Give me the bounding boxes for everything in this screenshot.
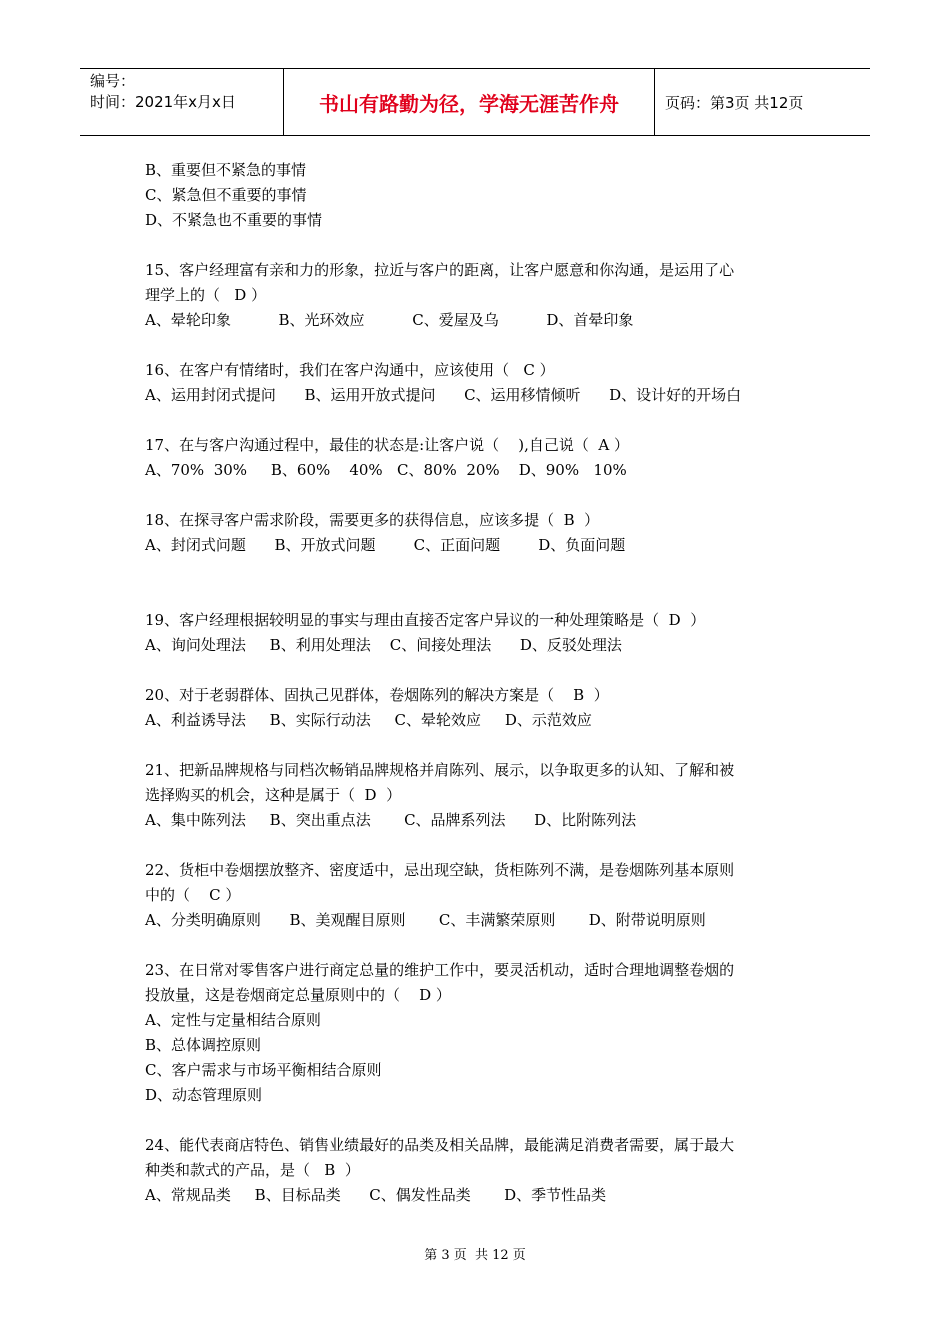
question-text: 20、对于老弱群体、固执己见群体，卷烟陈列的解决方案是（ B ） bbox=[145, 686, 609, 704]
options-line: A、集中陈列法 B、突出重点法 C、品牌系列法 D、比附陈列法 bbox=[145, 811, 637, 829]
options-line: D、动态管理原则 bbox=[145, 1086, 263, 1104]
question-text: 18、在探寻客户需求阶段，需要更多的获得信息，应该多提（ B ） bbox=[145, 511, 600, 529]
question-text: 选择购买的机会，这种是属于（ D ） bbox=[145, 786, 402, 804]
question-text: 理学上的（ D ） bbox=[145, 286, 267, 304]
header-page-info: 页码：第3页 共12页 bbox=[665, 93, 804, 112]
serial-label: 编号： bbox=[90, 72, 136, 90]
header-meta bbox=[80, 69, 283, 135]
page-header bbox=[80, 68, 870, 136]
question-text: 21、把新品牌规格与同档次畅销品牌规格并肩陈列、展示，以争取更多的认知、了解和被 bbox=[145, 761, 735, 779]
options-line: A、询问处理法 B、利用处理法 C、间接处理法 D、反驳处理法 bbox=[145, 636, 622, 654]
document-body bbox=[145, 158, 815, 1208]
question-text: 19、客户经理根据较明显的事实与理由直接否定客户异议的一种处理策略是（ D ） bbox=[145, 611, 706, 629]
question-text: 15、客户经理富有亲和力的形象，拉近与客户的距离，让客户愿意和你沟通，是运用了心 bbox=[145, 261, 735, 279]
options-line: A、晕轮印象 B、光环效应 C、爱屋及乌 D、首晕印象 bbox=[145, 311, 634, 329]
question-text: 种类和款式的产品，是（ B ） bbox=[145, 1161, 360, 1179]
text-line: B、重要但不紧急的事情 bbox=[145, 161, 307, 179]
options-line: A、封闭式问题 B、开放式问题 C、正面问题 D、负面问题 bbox=[145, 536, 626, 554]
text-line: C、紧急但不重要的事情 bbox=[145, 186, 307, 204]
question-text: 24、能代表商店特色、销售业绩最好的品类及相关品牌，最能满足消费者需要，属于最大 bbox=[145, 1136, 735, 1154]
question-text: 23、在日常对零售客户进行商定总量的维护工作中，要灵活机动，适时合理地调整卷烟的 bbox=[145, 961, 735, 979]
question-text: 投放量，这是卷烟商定总量原则中的（ D ） bbox=[145, 986, 451, 1004]
question-text: 22、货柜中卷烟摆放整齐、密度适中，忌出现空缺，货柜陈列不满，是卷烟陈列基本原则 bbox=[145, 861, 735, 879]
header-motto: 书山有路勤为径，学海无涯苦作舟 bbox=[283, 69, 655, 135]
options-line: A、利益诱导法 B、实际行动法 C、晕轮效应 D、示范效应 bbox=[145, 711, 592, 729]
options-line: A、定性与定量相结合原则 bbox=[145, 1011, 321, 1029]
time-label: 时间：2021年x月x日 bbox=[90, 93, 236, 111]
text-line: D、不紧急也不重要的事情 bbox=[145, 211, 323, 229]
question-text: 16、在客户有情绪时，我们在客户沟通中，应该使用（ C ） bbox=[145, 361, 555, 379]
options-line: A、分类明确原则 B、美观醒目原则 C、丰满繁荣原则 D、附带说明原则 bbox=[145, 911, 706, 929]
question-text: 17、在与客户沟通过程中，最佳的状态是:让客户说（ ),自己说（ A ） bbox=[145, 436, 629, 454]
options-line: C、客户需求与市场平衡相结合原则 bbox=[145, 1061, 382, 1079]
options-line: A、常规品类 B、目标品类 C、偶发性品类 D、季节性品类 bbox=[145, 1186, 607, 1204]
question-text: 中的（ C ） bbox=[145, 886, 241, 904]
options-line: B、总体调控原则 bbox=[145, 1036, 262, 1054]
page-footer: 第 3 页 共 12 页 bbox=[424, 1248, 526, 1263]
options-line: A、70% 30% B、60% 40% C、80% 20% D、90% 10% bbox=[145, 461, 627, 479]
options-line: A、运用封闭式提问 B、运用开放式提问 C、运用移情倾听 D、设计好的开场白 bbox=[145, 386, 742, 404]
